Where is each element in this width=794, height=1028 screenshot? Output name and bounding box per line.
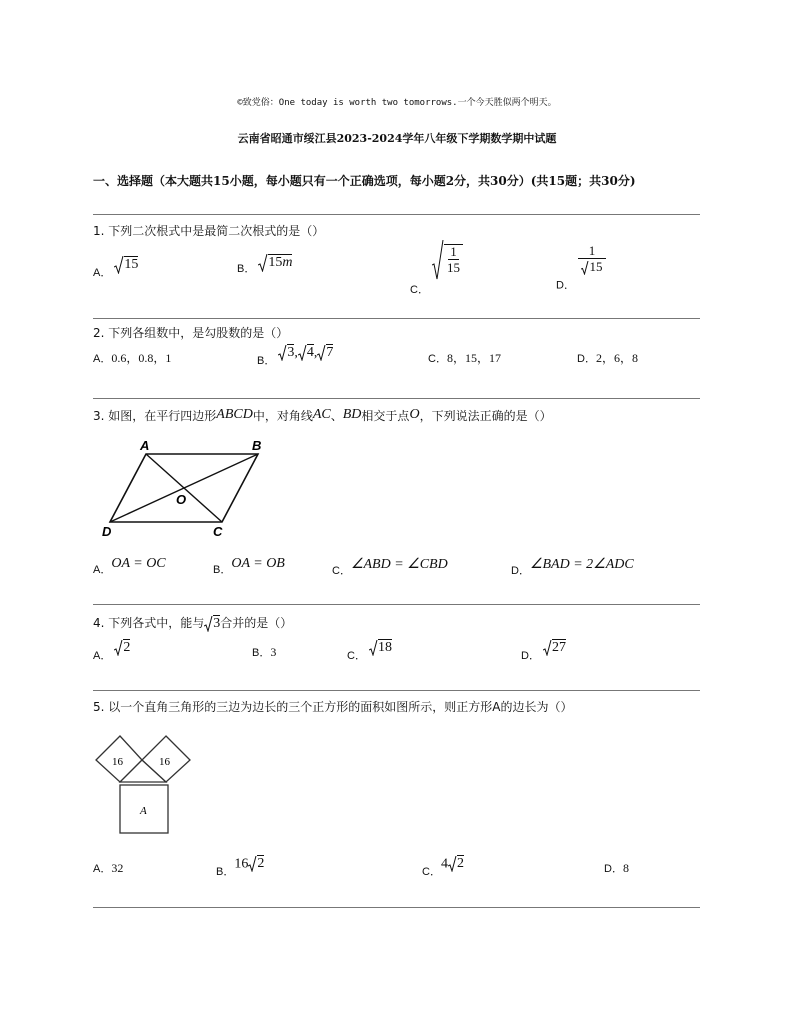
stem-text: 合并的是（） — [220, 616, 293, 630]
option-math: ∠ABD = ∠CBD — [350, 557, 448, 572]
q3-option-c[interactable] — [332, 556, 448, 578]
radicand: 7 — [326, 345, 334, 361]
divider — [93, 398, 700, 399]
radicand: 18 — [377, 640, 392, 656]
sqrt-sign-icon — [448, 856, 457, 872]
option-text: 32 — [111, 861, 124, 875]
option-text: 0.6，0.8，1 — [111, 351, 172, 365]
radicand: 3 — [213, 615, 221, 631]
fraction — [578, 244, 606, 275]
option-label: C． — [410, 283, 429, 296]
stem-text: 、 — [330, 409, 343, 423]
radicand: 27 — [551, 640, 566, 656]
vertex-label-c: C — [213, 524, 223, 539]
option-label: B． — [213, 564, 232, 576]
sqrt-sign-icon — [317, 345, 326, 361]
numerator: 1 — [450, 244, 457, 259]
option-label: A． — [93, 564, 112, 576]
option-label: C． — [347, 650, 366, 662]
stem-text: 3. 如图，在平行四边形 — [93, 409, 217, 423]
sqrt-sign-icon — [432, 240, 444, 280]
sqrt-sign-icon — [258, 254, 268, 272]
option-label: B． — [257, 355, 276, 367]
option-label: D． — [511, 565, 530, 577]
radicand: 4 — [306, 345, 314, 361]
diagonal-bd — [110, 454, 258, 522]
option-label: C． — [422, 866, 441, 878]
vertex-label-a: A — [140, 438, 150, 453]
q4-option-a[interactable] — [93, 640, 130, 663]
radicand: 15 — [124, 257, 139, 272]
option-math: ∠BAD = 2∠ADC — [529, 557, 634, 572]
option-label: B． — [237, 262, 256, 275]
q3-option-d[interactable] — [511, 556, 634, 578]
stem-text: 中，对角线 — [252, 409, 313, 423]
coefficient: 16 — [234, 856, 249, 872]
sqrt-sign-icon — [204, 616, 213, 632]
option-label: D． — [604, 863, 623, 875]
question-2-stem: 2. 下列各组数中，是勾股数的是（） — [93, 326, 289, 340]
square-a-label: A — [140, 805, 147, 817]
radicand: 15 — [268, 255, 283, 270]
vertex-label-d: D — [102, 524, 112, 539]
q4-option-d[interactable] — [521, 640, 566, 663]
coefficient: 4 — [440, 856, 448, 872]
q2-option-a[interactable] — [93, 349, 171, 366]
q5-option-a[interactable] — [93, 860, 123, 876]
parallelogram-figure — [100, 436, 275, 542]
squares-figure — [92, 730, 196, 838]
option-text: 8 — [622, 861, 629, 875]
option-label: A． — [93, 266, 112, 279]
q3-option-b[interactable] — [213, 556, 285, 577]
question-5-stem: 5. 以一个直角三角形的三边为边长的三个正方形的面积如图所示，则正方形A的边长为（） — [93, 700, 573, 714]
q5-option-c[interactable] — [422, 856, 464, 879]
option-label: D． — [521, 650, 540, 662]
question-4-stem — [93, 614, 292, 632]
q2-option-b[interactable]: B． 3, 4, 7 — [257, 345, 334, 367]
math-bd: BD — [342, 407, 362, 422]
sqrt-sign-icon — [114, 640, 123, 656]
divider — [93, 214, 700, 215]
motto: ©致党俗：One today is worth two tomorrows.一个今天胜似两个明天。 — [237, 98, 557, 108]
option-label: C． — [332, 565, 351, 577]
divider — [93, 604, 700, 605]
q1-option-c[interactable] — [410, 240, 463, 297]
option-label: A． — [93, 650, 112, 662]
option-label: D． — [577, 353, 596, 365]
option-label: B． — [252, 647, 271, 659]
sqrt-sign-icon — [543, 640, 552, 656]
variable: m — [282, 255, 293, 270]
option-math: OA = OB — [231, 556, 285, 571]
option-label: C． — [428, 353, 447, 365]
q2-option-c[interactable] — [428, 349, 501, 366]
option-text: 2，6，8 — [595, 351, 638, 365]
math-ac: AC — [312, 407, 331, 422]
q1-option-a[interactable] — [93, 256, 138, 280]
q5-option-d[interactable] — [604, 860, 629, 876]
question-1-stem: 1. 下列二次根式中是最简二次根式的是（） — [93, 224, 325, 238]
sqrt-sign-icon — [248, 856, 257, 872]
question-3-stem — [93, 407, 552, 424]
radicand: 2 — [123, 640, 131, 656]
sqrt-sign-icon — [369, 640, 378, 656]
radicand: 2 — [257, 856, 265, 872]
option-text: 8，15，17 — [446, 351, 501, 365]
q2-option-d[interactable] — [577, 349, 638, 366]
divider — [93, 690, 700, 691]
q4-option-c[interactable] — [347, 640, 392, 663]
square-right-area: 16 — [159, 756, 170, 768]
denominator — [581, 259, 602, 275]
q4-option-b[interactable] — [252, 644, 276, 660]
math-abcd: ABCD — [216, 407, 253, 422]
numerator: 1 — [578, 244, 606, 259]
section-heading: 一、选择题（本大题共15小题，每小题只有一个正确选项，每小题2分，共30分）(共15题；共30分) — [93, 174, 636, 188]
option-label: A． — [93, 353, 112, 365]
option-label: A． — [93, 863, 112, 875]
option-text: 3 — [270, 645, 277, 659]
sqrt-sign-icon — [278, 345, 287, 361]
math-o: O — [409, 407, 420, 422]
square-left-area: 16 — [112, 756, 123, 768]
sqrt-sign-icon — [298, 345, 307, 361]
intersection-label-o: O — [176, 492, 187, 507]
radicand: 15 — [589, 259, 603, 274]
divider — [93, 907, 700, 908]
q5-option-b[interactable] — [216, 856, 264, 879]
q1-option-b[interactable] — [237, 254, 292, 276]
denominator: 15 — [446, 260, 460, 275]
option-label: D． — [556, 279, 575, 292]
option-label: B． — [216, 866, 235, 878]
radicand: 3 — [287, 345, 295, 361]
sqrt-sign-icon — [114, 256, 124, 274]
page-title: 云南省昭通市绥江县2023-2024学年八年级下学期数学期中试题 — [237, 132, 557, 145]
stem-text: 4. 下列各式中，能与 — [93, 616, 205, 630]
stem-text: ，下列说法正确的是（） — [419, 409, 552, 423]
vertex-label-b: B — [252, 438, 262, 453]
q3-option-a[interactable] — [93, 556, 166, 577]
q1-option-d[interactable] — [556, 244, 606, 292]
fraction — [444, 244, 463, 276]
stem-text: 相交于点 — [361, 409, 410, 423]
option-math: OA = OC — [111, 556, 166, 571]
radicand: 2 — [456, 856, 464, 872]
divider — [93, 318, 700, 319]
